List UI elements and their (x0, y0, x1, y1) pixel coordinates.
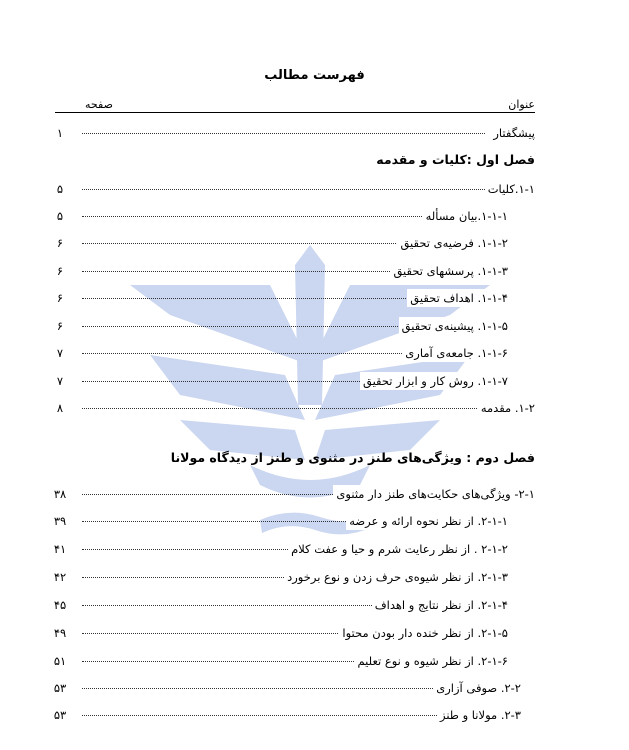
toc-entry-page: ۶ (56, 319, 64, 333)
toc-entry[interactable] (50, 317, 535, 335)
toc-entry-page: ۸ (56, 401, 64, 415)
toc-entry[interactable] (50, 512, 535, 530)
toc-entry-label: ۲-۱-۵. از نظر خنده دار بودن محتوا (339, 624, 508, 642)
toc-entry-label: پیشگفتار (490, 124, 535, 142)
toc-entry[interactable] (50, 706, 535, 724)
toc-entry-page: ۴۵ (53, 598, 67, 612)
toc-entry-page: ۵ (56, 182, 64, 196)
toc-entry-label: ۱-۱-۵. پیشینه‌ی تحقیق (399, 317, 508, 335)
chapter-heading: فصل اول :کلیات و مقدمه (376, 152, 535, 167)
toc-entry[interactable] (50, 262, 535, 280)
chapter-heading: فصل دوم : ویژگی‌های طنز در مثنوی و طنز از دیدگاه مولانا (170, 450, 535, 465)
toc-entry[interactable] (50, 652, 535, 670)
toc-entry[interactable] (50, 399, 535, 417)
dot-leader (82, 408, 515, 409)
toc-entry-label: ۱-۱-۳. پرسشهای تحقیق (390, 262, 508, 280)
toc-entry[interactable] (50, 344, 535, 362)
page-column-header: صفحه (85, 98, 113, 111)
toc-entry[interactable] (50, 679, 535, 697)
toc-entry[interactable] (50, 124, 535, 142)
toc-entry[interactable] (50, 596, 535, 614)
toc-entry-label: ۲-۱-۶. از نظر شیوه و نوع تعلیم (355, 652, 508, 670)
toc-entry-page: ۳۹ (53, 514, 67, 528)
toc-entry[interactable] (50, 234, 535, 252)
toc-entry-page: ۶ (56, 236, 64, 250)
toc-entry-label: ۲-۱-۲ . از نظر رعایت شرم و حیا و عفت کلام (288, 540, 508, 558)
toc-entry-label: ۲-۲. صوفی آزاری (433, 679, 521, 697)
toc-entry-page: ۵۱ (53, 654, 67, 668)
toc-entry-page: ۵ (56, 209, 64, 223)
toc-entry-label: ۱-۲. مقدمه (478, 399, 535, 417)
toc-entry-page: ۵۳ (53, 681, 67, 695)
toc-entry-label: ۱-۱-۲. فرضیه‌ی تحقیق (397, 234, 508, 252)
toc-entry[interactable] (50, 568, 535, 586)
toc-entry-label: ۱-۱.کلیات (485, 180, 535, 198)
toc-entry-label: ۱-۱-۶. جامعه‌ی آماری (402, 344, 508, 362)
dot-leader (82, 133, 485, 134)
toc-column-header (55, 98, 535, 113)
toc-entry-page: ۱ (56, 126, 64, 140)
toc-entry-page: ۷ (56, 374, 64, 388)
toc-entry-label: ۱-۱-۴. اهداف تحقیق (407, 289, 508, 307)
toc-entry[interactable] (50, 372, 535, 390)
toc-entry[interactable] (50, 540, 535, 558)
toc-entry-page: ۴۹ (53, 626, 67, 640)
toc-entry[interactable] (50, 180, 535, 198)
toc-entry-label: ۲-۱-۳. از نظر شیوه‌ی حرف زدن و نوع برخورد (284, 568, 508, 586)
toc-entry-label: ۲-۱-۴. از نظر نتایج و اهداف (372, 596, 508, 614)
toc-entry[interactable] (50, 485, 535, 503)
toc-entry-page: ۶ (56, 291, 64, 305)
toc-entry-page: ۶ (56, 264, 64, 278)
toc-entry-label: ۱-۱-۱.بیان مسأله (423, 207, 508, 225)
toc-entry-label: ۲-۳. مولانا و طنز (437, 706, 521, 724)
toc-entry-label: ۲-۱-۱. از نظر نحوه ارائه و عرضه (346, 512, 508, 530)
toc-entry-page: ۴۱ (53, 542, 67, 556)
toc-entry-label: ۲-۱- ویژگی‌های حکایت‌های طنز دار مثنوی (333, 485, 535, 503)
toc-entry-page: ۷ (56, 346, 64, 360)
toc-entry-label: ۱-۱-۷. روش کار و ابزار تحقیق (360, 372, 508, 390)
dot-leader (82, 189, 515, 190)
toc-entry[interactable] (50, 289, 535, 307)
toc-entry-page: ۵۳ (53, 708, 67, 722)
toc-entry-page: ۳۸ (53, 487, 67, 501)
toc-entry[interactable] (50, 624, 535, 642)
page-title: فهرست مطالب (264, 68, 365, 83)
toc-entry-page: ۴۲ (53, 570, 67, 584)
title-column-header: عنوان (508, 98, 535, 111)
toc-entry[interactable] (50, 207, 535, 225)
